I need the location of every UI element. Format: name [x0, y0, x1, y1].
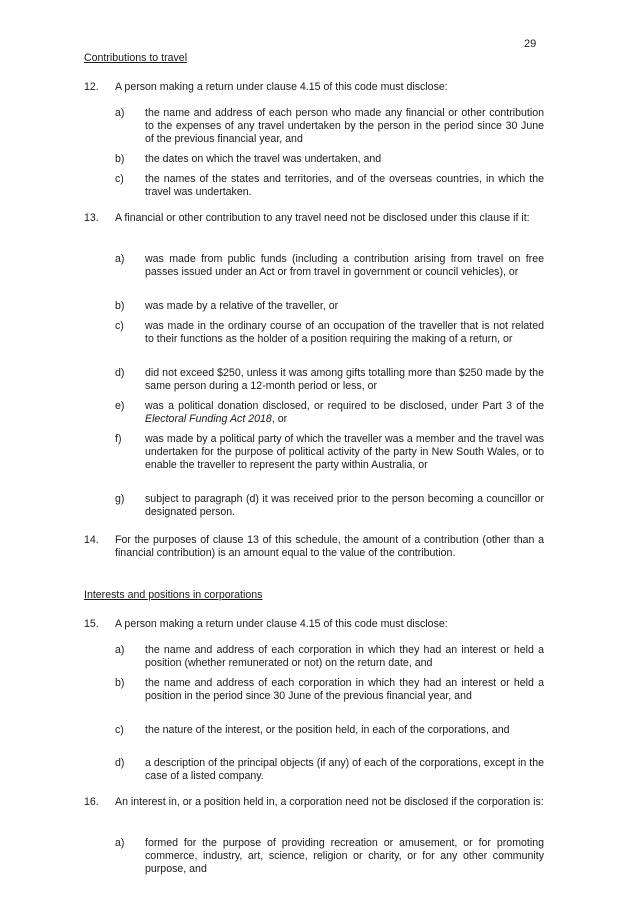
- item-label: b): [115, 153, 125, 165]
- item-label: b): [115, 677, 125, 689]
- item-label: b): [115, 300, 125, 312]
- item-label: c): [115, 320, 124, 332]
- clause-13-item-b: [115, 300, 544, 313]
- clause-13: [84, 212, 544, 225]
- item-text: was made in the ordinary course of an occupation of the traveller that is not related to their functions as the holder of a position requiring the making of a return, or: [145, 320, 544, 346]
- item-text: the name and address of each corporation in which they had an interest or held a position (whether remunerated or not) on the return date, and: [145, 644, 544, 670]
- item-label: d): [115, 757, 125, 769]
- page-number: 29: [524, 38, 537, 50]
- clause-13-item-e: [115, 400, 544, 426]
- item-label: a): [115, 107, 125, 119]
- item-label: f): [115, 433, 122, 445]
- clause-text: An interest in, or a position held in, a corporation need not be disclosed if the corporation is:: [115, 796, 544, 808]
- item-text: the dates on which the travel was undertaken, and: [145, 153, 382, 165]
- item-label: d): [115, 367, 125, 379]
- clause-number: 14.: [84, 534, 99, 546]
- item-label: a): [115, 837, 125, 849]
- clause-number: 15.: [84, 618, 99, 630]
- item-text: was made by a relative of the traveller, or: [145, 300, 339, 312]
- clause-15-item-c: [115, 724, 544, 737]
- clause-16-item-a: [115, 837, 544, 877]
- clause-12-item-c: [115, 173, 544, 199]
- clause-number: 13.: [84, 212, 99, 224]
- clause-13-item-c: [115, 320, 544, 346]
- clause-13-item-g: [115, 493, 544, 519]
- clause-text: For the purposes of clause 13 of this schedule, the amount of a contribution (other than a financial contribution) is an amount equal to the value of the contribution.: [115, 534, 544, 560]
- item-text: formed for the purpose of providing recreation or amusement, or for promoting commerce, industry, art, science, religion or charity, or for any other community purpose, and: [145, 837, 544, 876]
- item-text: the name and address of each person who made any financial or other contribution to the expenses of any travel undertaken by the person in the period since 30 June of the previous financial year, and: [145, 107, 544, 146]
- clause-16: [84, 796, 544, 809]
- item-text: the names of the states and territories, and of the overseas countries, in which the travel was undertaken.: [145, 173, 544, 199]
- item-text: the nature of the interest, or the position held, in each of the corporations, and: [145, 724, 510, 736]
- clause-13-item-d: [115, 367, 544, 393]
- item-text: [145, 400, 544, 426]
- clause-15-item-b: [115, 677, 544, 703]
- section-heading-travel: Contributions to travel: [84, 52, 188, 64]
- item-label: a): [115, 253, 125, 265]
- item-label: c): [115, 173, 124, 185]
- clause-12: [84, 81, 544, 94]
- item-label: c): [115, 724, 124, 736]
- clause-text: A person making a return under clause 4.15 of this code must disclose:: [115, 618, 448, 630]
- clause-14: [84, 534, 544, 560]
- item-label: a): [115, 644, 125, 656]
- item-text-post: , or: [271, 413, 288, 426]
- clause-text: A person making a return under clause 4.15 of this code must disclose:: [115, 81, 448, 93]
- item-text: a description of the principal objects (if any) of each of the corporations, except in the case of a listed company.: [145, 757, 544, 783]
- clause-number: 16.: [84, 796, 99, 808]
- clause-number: 12.: [84, 81, 99, 93]
- act-title: Electoral Funding Act 2018: [145, 413, 272, 426]
- clause-12-item-b: [115, 153, 544, 166]
- item-label: g): [115, 493, 125, 505]
- clause-13-item-a: [115, 253, 544, 279]
- clause-15-item-a: [115, 644, 544, 670]
- clause-15-item-d: [115, 757, 544, 783]
- item-text: did not exceed $250, unless it was among gifts totalling more than $250 made by the same person during a 12-month period or less, or: [145, 367, 544, 393]
- clause-12-item-a: [115, 107, 544, 147]
- item-text: was made from public funds (including a contribution arising from travel on free passes issued under an Act or from travel in government or council vehicles), or: [145, 253, 544, 279]
- clause-13-item-f: [115, 433, 544, 473]
- item-text: was made by a political party of which the traveller was a member and the travel was undertaken for the purpose of political activity of the party in New South Wales, or to enable the traveller to represent the party within Australia, or: [145, 433, 544, 472]
- section-heading-corporations: Interests and positions in corporations: [84, 589, 263, 601]
- clause-text: A financial or other contribution to any travel need not be disclosed under this clause if it:: [115, 212, 530, 224]
- item-label: e): [115, 400, 125, 412]
- clause-15: [84, 618, 544, 631]
- item-text-pre: was a political donation disclosed, or required to be disclosed, under Part 3 of the: [145, 400, 544, 412]
- item-text: subject to paragraph (d) it was received prior to the person becoming a councillor or designated person.: [145, 493, 544, 519]
- item-text: the name and address of each corporation in which they had an interest or held a position in the period since 30 June of the previous financial year, and: [145, 677, 544, 703]
